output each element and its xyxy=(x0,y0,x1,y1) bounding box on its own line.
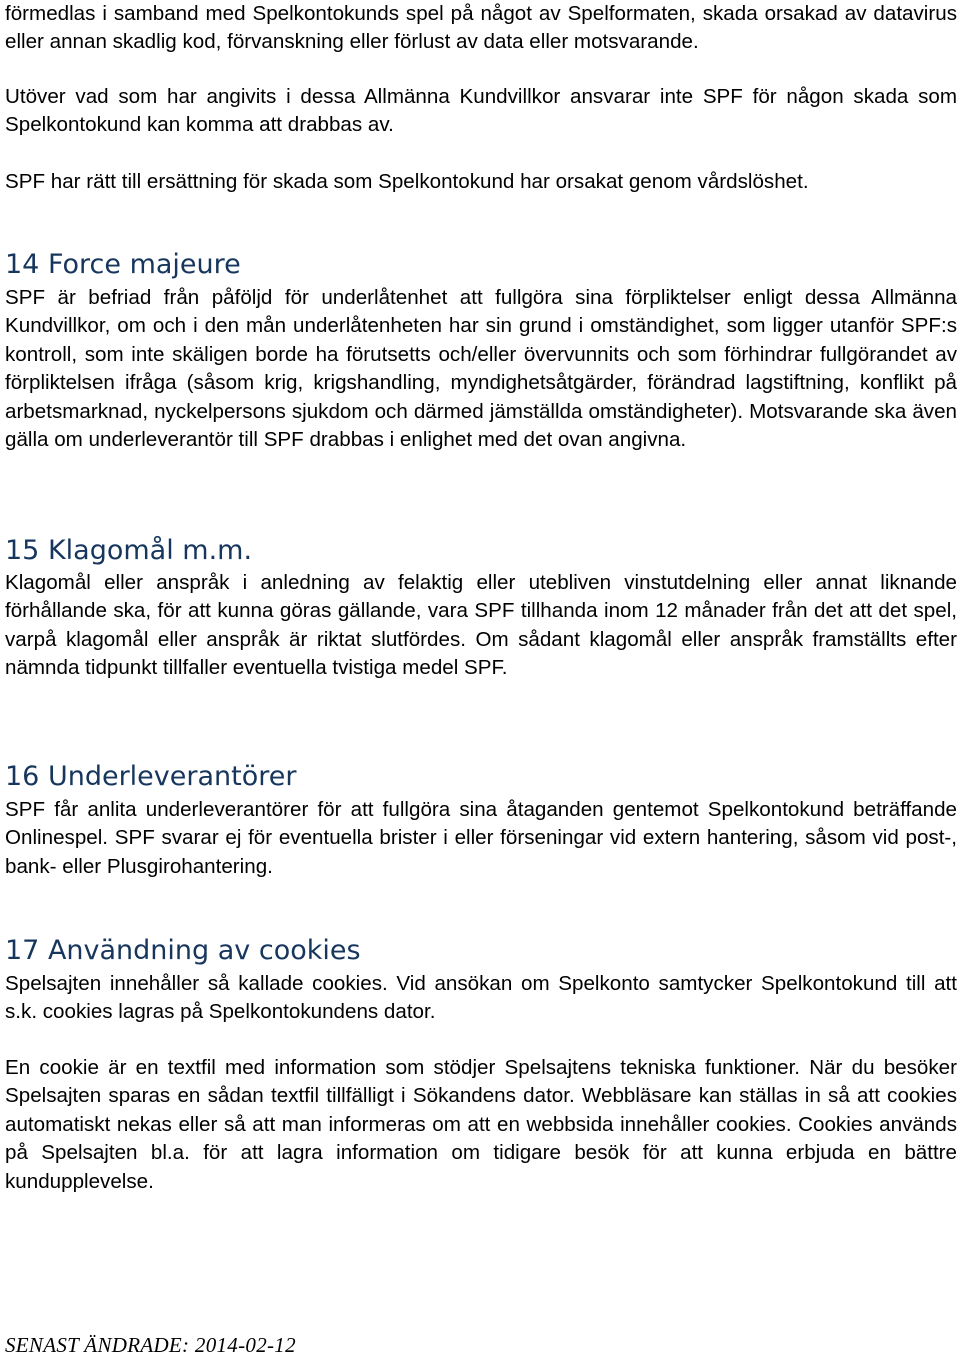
section-heading-cookies: 17 Användning av cookies xyxy=(5,935,361,966)
section-body-cookies-info: En cookie är en textfil med information som stödjer Spelsajtens tekniska funktioner. När du besöker Spelsajten sparas en sådan textfil tillfälligt i Sökandens dator. Webbläsare kan ställas in så att cookies automatiskt nekas eller så att man informeras om att en webbsida innehåller cookies. Cookies används på Spelsajten bl.a. för att lagra information om tidigare besök för att kunna erbjuda en bättre kundupplevelse. xyxy=(5,1056,957,1193)
section-heading-subcontractors: 16 Underleverantörer xyxy=(5,761,297,792)
section-body-subcontractors: SPF får anlita underleverantörer för att fullgöra sina åtaganden gentemot Spelkontokund beträffande Onlinespel. SPF svarar ej för eventuella brister i eller förseningar vid extern hantering, såsom vid post-, bank- eller Plusgirohantering. xyxy=(5,798,957,878)
section-heading-force-majeure: 14 Force majeure xyxy=(5,249,241,280)
section-body-complaints: Klagomål eller anspråk i anledning av felaktig eller utebliven vinstutdelning eller annat liknande förhållande ska, för att kunna göras gällande, vara SPF tillhanda inom 12 månader från det att det spel, varpå klagomål eller anspråk är riktat slutfördes. Om sådant klagomål eller anspråk framställts efter nämnda tidpunkt tillfaller eventuella tvistiga medel SPF. xyxy=(5,571,957,680)
paragraph-compensation: SPF har rätt till ersättning för skada som Spelkontokund har orsakat genom vårdslöshet. xyxy=(5,170,809,193)
paragraph-liability-general: Utöver vad som har angivits i dessa Allmänna Kundvillkor ansvarar inte SPF för någon skada som Spelkontokund kan komma att drabbas av. xyxy=(5,85,957,137)
footer-last-modified: SENAST ÄNDRADE: 2014-02-12 xyxy=(5,1333,296,1357)
section-body-cookies-consent: Spelsajten innehåller så kallade cookies. Vid ansökan om Spelkonto samtycker Spelkontokund till att s.k. cookies lagras på Spelkontokundens dator. xyxy=(5,972,957,1024)
section-body-force-majeure: SPF är befriad från påföljd för underlåtenhet att fullgöra sina förpliktelser enligt dessa Allmänna Kundvillkor, om och i den mån underlåtenheten har sin grund i omständighet, som ligger utanför SPF:s kontroll, som inte skäligen borde ha förutsetts och/eller övervunnits och som förhindrar fullgörandet av förpliktelsen ifråga (såsom krig, krigshandling, myndighetsåtgärder, förändrad lagstiftning, konflikt på arbetsmarknad, nyckelpersons sjukdom och därmed jämställda omständigheter). Motsvarande ska även gälla om underleverantör till SPF drabbas i enlighet med det ovan angivna. xyxy=(5,286,957,452)
section-heading-complaints: 15 Klagomål m.m. xyxy=(5,535,253,566)
paragraph-liability-data: förmedlas i samband med Spelkontokunds spel på något av Spelformaten, skada orsakad av datavirus eller annan skadlig kod, förvanskning eller förlust av data eller motsvarande. xyxy=(5,2,957,54)
